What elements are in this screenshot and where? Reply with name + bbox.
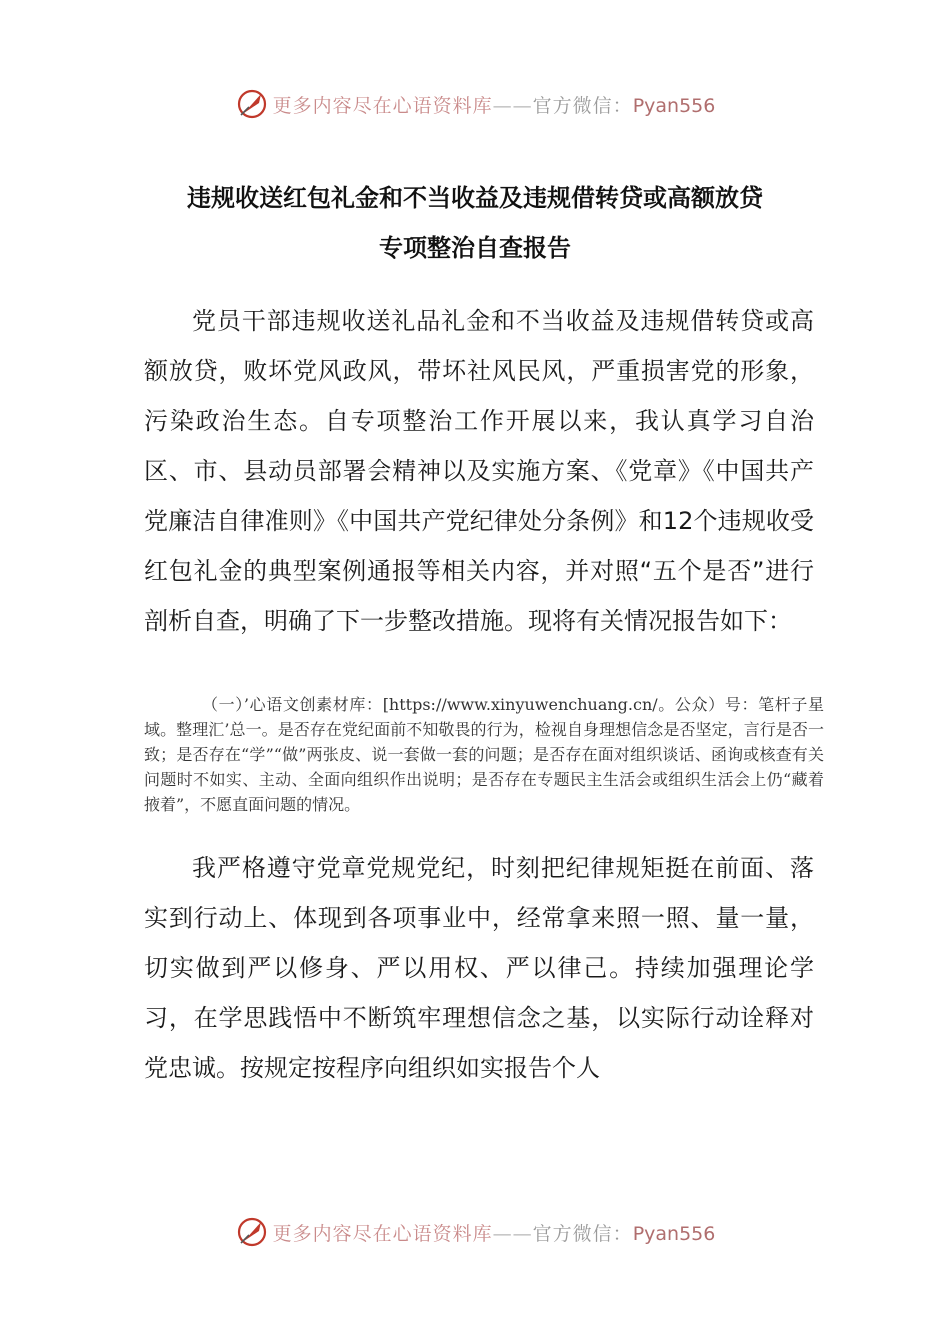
document-title-line2: 专项整治自查报告 (379, 234, 571, 262)
header-banner (0, 84, 950, 124)
banner-wechat-id: Pyan556 (632, 94, 716, 117)
note-paragraph: （一）’心语文创素材库：[https://www.xinyuwenchuang.cn/。公众）号：笔杆子星域。整理汇’总一。是否存在党纪面前不知敬畏的行为，检视自身理想信念是否坚定，言行是否一致；是否存在“学”“做”两张皮、说一套做一套的问题；是否存在面对组织谈话、函询或核查有关问题时不如实、主动、全面向组织作出说明；是否存在专题民主生活会或组织生活会上仍“藏着掖着”，不愿直面问题的情况。 (144, 695, 824, 814)
body-paragraph-2: 我严格遵守党章党规党纪，时刻把纪律规矩挺在前面、落实到行动上、体现到各项事业中，经常拿来照一照、量一量，切实做到严以修身、严以用权、严以律己。持续加强理论学习，在学思践悟中不断筑牢理想信念之基，以实际行动诠释对党忠诚。按规定按程序向组织如实报告个人 (144, 854, 814, 1082)
banner-wechat-label: 官方微信： (532, 94, 633, 117)
document-title-line1: 违规收送红包礼金和不当收益及违规借转贷或高额放贷 (187, 184, 763, 212)
banner-text (273, 1219, 716, 1246)
footer-banner (0, 1212, 950, 1252)
body-paragraph-1: 党员干部违规收送礼品礼金和不当收益及违规借转贷或高额放贷，败坏党风政风，带坏社风民风，严重损害党的形象，污染政治生态。自专项整治工作开展以来，我认真学习自治区、市、县动员部署会精神以及实施方案、《党章》《中国共产党廉洁自律准则》《中国共产党纪律处分条例》和12个违规收受红包礼金的典型案例通报等相关内容，并对照“五个是否”进行剖析自查，明确了下一步整改措施。现将有关情况报告如下： (144, 307, 814, 635)
banner-wechat-label: 官方微信： (532, 1222, 633, 1245)
quill-logo-icon (235, 1215, 269, 1249)
banner-text (273, 91, 716, 118)
banner-brand: 更多内容尽在心语资料库 (272, 94, 493, 117)
banner-dash: —— (492, 94, 533, 117)
banner-wechat-id: Pyan556 (632, 1222, 716, 1245)
banner-dash: —— (492, 1222, 533, 1245)
banner-brand: 更多内容尽在心语资料库 (272, 1222, 493, 1245)
quill-logo-icon (235, 87, 269, 121)
